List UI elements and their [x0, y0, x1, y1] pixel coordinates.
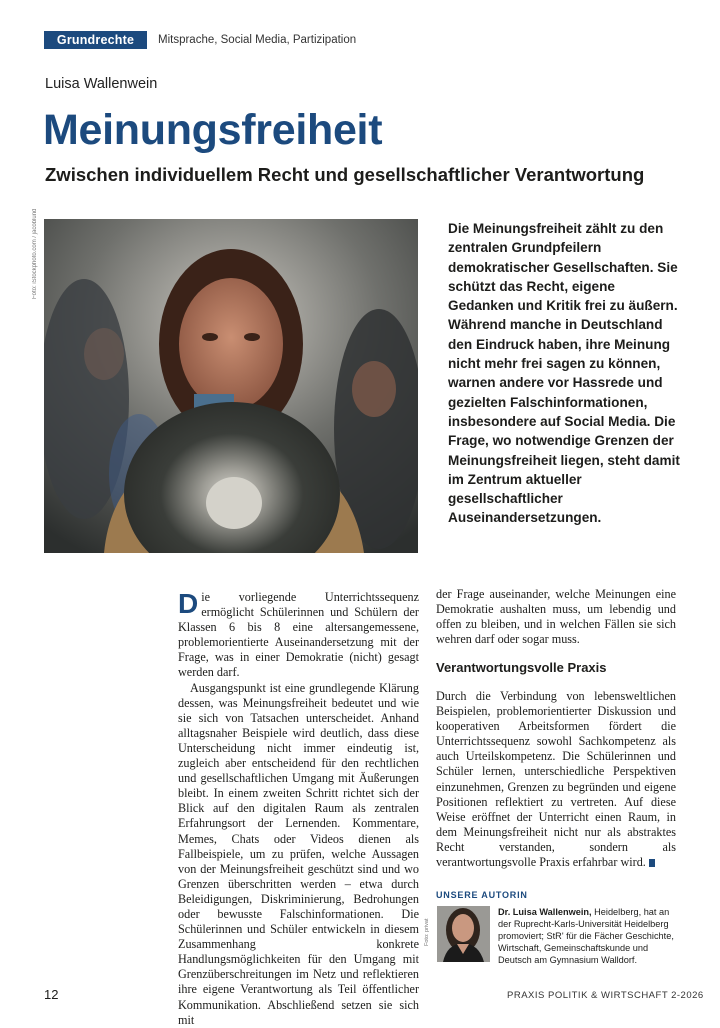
- section-heading: Verantwortungsvolle Praxis: [436, 660, 607, 675]
- article-title: Meinungsfreiheit: [43, 106, 383, 154]
- body-paragraph-2-continued: der Frage auseinander, welche Meinungen eine Demokratie aushalten muss, um lebendig und offen zu bleiben, und in welchen Fällen sie sich wehren darf oder sogar muss.: [436, 587, 676, 647]
- journal-name: PRAXIS POLITIK & WIRTSCHAFT 2-2026: [507, 990, 704, 1001]
- article-author: Luisa Wallenwein: [45, 76, 158, 92]
- body-paragraph-1: [178, 590, 419, 681]
- author-bio: [498, 906, 680, 966]
- paragraph-1-text: ie vorliegende Unterrichtssequenz ermöglicht Schülerinnen und Schülern der Klassen 6 bis 8 eine altersangemessene, problemorientierte Auseinandersetzung mit der Frage, was in einer Demokratie (nicht) gesagt werden darf.: [178, 590, 419, 680]
- body-column-1: [178, 590, 419, 1028]
- portrait-credit: Foto: privat: [424, 918, 430, 946]
- page-number: 12: [44, 987, 59, 1002]
- author-portrait: [437, 906, 490, 962]
- article-intro: Die Meinungsfreiheit zählt zu den zentralen Grundpfeilern demokratischer Gesellschaften. Sie schützt das Recht, eigene Gedanken und Kritik frei zu äußern. Während manche in Deutschland den Eindruck haben, ihre Meinung nicht mehr frei sagen zu können, warnen andere vor Hassrede und gezielten Falschinformationen, insbesondere auf Social Media. Die Frage, wo notwendige Grenzen der Meinungsfreiheit liegen, steht damit im Zentrum aktueller gesellschaftlicher Auseinandersetzungen.: [448, 221, 680, 526]
- article-subtitle: Zwischen individuellem Recht und gesellschaftlicher Verantwortung: [45, 164, 645, 185]
- body-column-2-bottom: [436, 689, 676, 870]
- section-tag: Grundrechte: [44, 31, 147, 49]
- paragraph-3-text: Durch die Verbindung von lebensweltlichen Beispielen, problemorientierter Diskussion und kooperativen Arbeitsformen fördert die Unterrichtssequenz sowohl Sachkompetenz als auch Urteilskompetenz. Die Schülerinnen und Schüler lernen, unterschiedliche Perspektiven einzunehmen, Grenzen zu begründen und eigene Positionen reflektiert zu vertreten. Auf diese Weise eröffnet der Unterricht einen Raum, in dem Meinungsfreiheit nicht nur als abstraktes Recht verstanden, sondern als verantwortungsvolle Praxis erfahrbar wird.: [436, 689, 676, 870]
- topic-keywords: Mitsprache, Social Media, Partizipation: [158, 34, 357, 46]
- body-paragraph-2: Ausgangspunkt ist eine grundlegende Klärung dessen, was Meinungsfreiheit bedeutet und wie sie sich von Tatsachen unterscheidet. Anhand alltagsnaher Beispiele wird deutlich, dass diese Unterscheidung nicht immer eindeutig ist, zugleich aber entscheidend für den rechtlichen und gesellschaftlichen Umgang mit Äußerungen bleibt. In einem zweiten Schritt richtet sich der Blick auf den digitalen Raum als zentralen Erfahrungsort der Lernenden. Kommentare, Memes, Chats oder Videos dienen als Fallbeispiele, um zu prüfen, welche Aussagen von der Meinungsfreiheit geschützt sind und wo Grenzen überschritten werden – etwa durch Beleidigungen, Diskriminierung, Bedrohungen oder bewusste Falschinformationen. Die Schülerinnen und Schüler entwickeln in diesem Zusammenhang konkrete Handlungsmöglichkeiten für den Umgang mit Grenzüberschreitungen im Netz und reflektieren ihre eigene Verantwortung als Teil öffentlicher Kommunikation. Abschließend setzen sie sich mit: [178, 680, 419, 1027]
- photo-credit: Foto: iStockphoto.com / jacoblund: [32, 208, 38, 299]
- drop-cap: D: [178, 588, 199, 619]
- author-bio-name: Dr. Luisa Wallenwein,: [498, 907, 592, 917]
- author-box-label: UNSERE AUTORIN: [436, 890, 528, 900]
- body-paragraph-3: [436, 689, 676, 870]
- body-column-2-top: [436, 587, 676, 647]
- author-bio-text: Heidelberg, hat an der Ruprecht-Karls-Universität Heidelberg promoviert; StR' für die Fächer Geschichte, Wirtschaft, Gemeinschaftskunde und Deutsch am Gymnasium Walldorf.: [498, 907, 674, 965]
- end-mark-icon: [649, 859, 655, 867]
- hero-photo-megaphone: [44, 219, 418, 553]
